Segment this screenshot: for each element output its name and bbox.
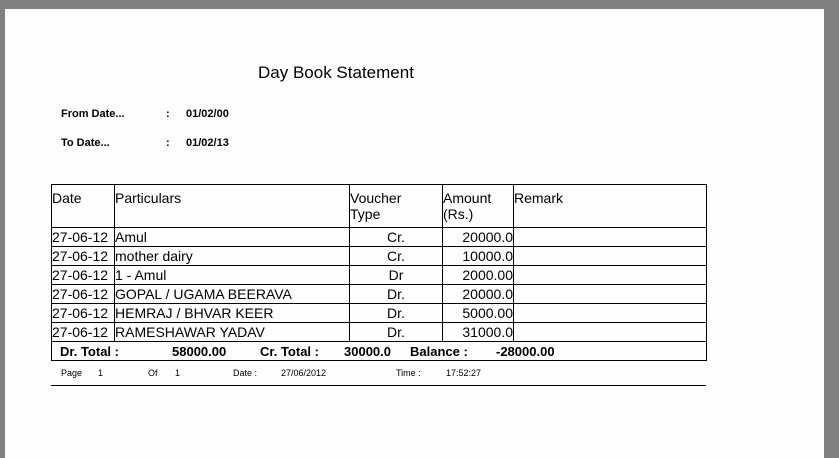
header-amount-line2: (Rs.)	[443, 206, 474, 222]
cell-particulars: Amul	[115, 228, 350, 247]
cell-remark	[514, 323, 707, 342]
cell-date: 27-06-12	[52, 285, 115, 304]
cell-date: 27-06-12	[52, 304, 115, 323]
table-row	[52, 285, 707, 304]
from-date-value: 01/02/00	[186, 108, 229, 120]
footer-of-label: Of	[148, 368, 158, 378]
footer-page-label: Page	[61, 368, 83, 378]
report-title: Day Book Statement	[258, 63, 414, 82]
header-amount	[443, 185, 514, 228]
table-row	[52, 228, 707, 247]
header-date: Date	[52, 185, 115, 228]
to-date-value: 01/02/13	[186, 137, 229, 149]
balance-label: Balance :	[410, 343, 468, 359]
cell-date: 27-06-12	[52, 266, 115, 285]
dr-total-label: Dr. Total :	[60, 343, 119, 359]
cell-voucher-type: Dr.	[350, 304, 443, 323]
cell-remark	[514, 304, 707, 323]
cell-particulars: GOPAL / UGAMA BEERAVA	[115, 285, 350, 304]
table-header-row	[52, 185, 707, 228]
cell-voucher-type: Dr	[350, 266, 443, 285]
footer-rule	[51, 385, 706, 386]
totals-row	[52, 342, 707, 361]
totals-cell	[52, 342, 707, 361]
header-voucher-type-line2: Type	[350, 206, 381, 222]
table-row	[52, 266, 707, 285]
cell-particulars: 1 - Amul	[115, 266, 350, 285]
cr-total-value: 30000.0	[344, 343, 391, 359]
table-row	[52, 323, 707, 342]
from-date-colon: :	[166, 108, 170, 120]
cell-amount: 5000.00	[443, 304, 514, 323]
footer-date-value: 27/06/2012	[281, 368, 327, 378]
to-date-colon: :	[166, 137, 170, 149]
header-voucher-type	[350, 185, 443, 228]
cell-remark	[514, 247, 707, 266]
day-book-table	[51, 184, 707, 361]
cell-voucher-type: Dr.	[350, 285, 443, 304]
balance-value: -28000.00	[496, 343, 555, 359]
cell-particulars: mother dairy	[115, 247, 350, 266]
table-row	[52, 247, 707, 266]
cell-amount: 2000.00	[443, 266, 514, 285]
cell-remark	[514, 228, 707, 247]
header-remark: Remark	[514, 185, 707, 228]
cell-voucher-type: Dr.	[350, 323, 443, 342]
cell-amount: 31000.0	[443, 323, 514, 342]
footer-page-value: 1	[98, 368, 104, 378]
cell-date: 27-06-12	[52, 247, 115, 266]
to-date-label: To Date...	[61, 137, 110, 149]
header-particulars: Particulars	[115, 185, 350, 228]
header-amount-line1: Amount	[443, 190, 492, 206]
cr-total-label: Cr. Total :	[260, 343, 319, 359]
cell-remark	[514, 285, 707, 304]
footer-of-value: 1	[175, 368, 181, 378]
table-row	[52, 304, 707, 323]
cell-date: 27-06-12	[52, 323, 115, 342]
cell-particulars: HEMRAJ / BHVAR KEER	[115, 304, 350, 323]
cell-amount: 20000.0	[443, 285, 514, 304]
header-voucher-type-line1: Voucher	[350, 190, 402, 206]
cell-voucher-type: Cr.	[350, 247, 443, 266]
from-date-label: From Date...	[61, 108, 125, 120]
footer-date-label: Date :	[233, 368, 258, 378]
dr-total-value: 58000.00	[172, 343, 227, 359]
cell-date: 27-06-12	[52, 228, 115, 247]
cell-amount: 10000.0	[443, 247, 514, 266]
footer-time-label: Time :	[396, 368, 421, 378]
cell-amount: 20000.0	[443, 228, 514, 247]
cell-particulars: RAMESHAWAR YADAV	[115, 323, 350, 342]
cell-remark	[514, 266, 707, 285]
footer-time-value: 17:52:27	[446, 368, 482, 378]
cell-voucher-type: Cr.	[350, 228, 443, 247]
